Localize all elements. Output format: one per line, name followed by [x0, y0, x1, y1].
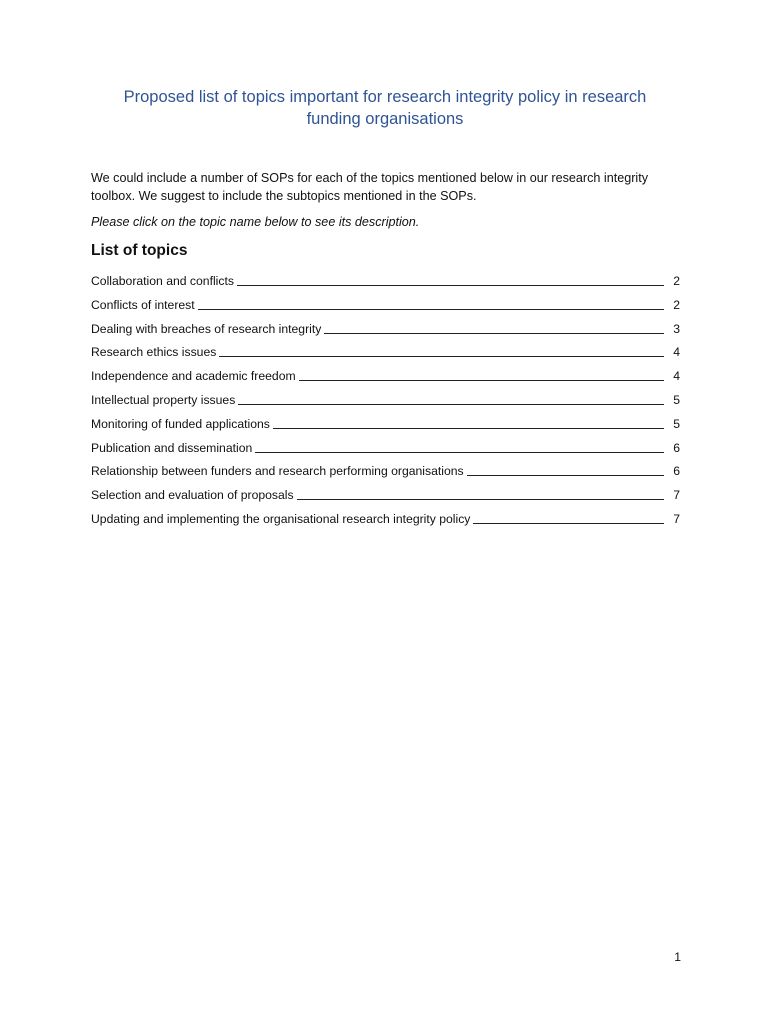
toc-item-intellectual-property-issues[interactable]: [91, 391, 680, 415]
toc-item-page[interactable]: 7: [673, 511, 680, 526]
toc-leader-line: [273, 416, 664, 429]
toc-item-page[interactable]: 6: [673, 464, 680, 479]
document-title: Proposed list of topics important for research integrity policy in research funding organisations: [123, 88, 647, 128]
toc-leader-line: [238, 392, 664, 405]
toc-item-title[interactable]: Publication and dissemination: [91, 440, 253, 455]
toc-item-title[interactable]: Intellectual property issues: [91, 392, 236, 407]
toc-item-page[interactable]: 3: [673, 321, 680, 336]
toc-item-title[interactable]: Dealing with breaches of research integrity: [91, 321, 322, 336]
page-number: 1: [674, 950, 681, 964]
toc-item-page[interactable]: 2: [673, 274, 680, 288]
toc-leader-line: [297, 487, 664, 500]
toc-item-title[interactable]: Updating and implementing the organisational research integrity policy: [91, 511, 471, 526]
toc-item-monitoring-of-funded-applications[interactable]: [91, 415, 680, 439]
toc-item-title[interactable]: Selection and evaluation of proposals: [91, 488, 294, 503]
toc-leader-line: [324, 321, 664, 334]
toc-item-collaboration-and-conflicts[interactable]: [91, 272, 680, 296]
instruction-text: Please click on the topic name below to see its description.: [91, 215, 420, 229]
intro-paragraph: We could include a number of SOPs for each of the topics mentioned below in our research integrity toolbox. We suggest to include the subtopics mentioned in the SOPs.: [91, 171, 648, 203]
toc-item-publication-and-dissemination[interactable]: [91, 439, 680, 463]
toc-item-title[interactable]: Independence and academic freedom: [91, 369, 296, 384]
toc-item-page[interactable]: 4: [673, 369, 680, 384]
toc-list: [91, 272, 680, 534]
toc-item-conflicts-of-interest[interactable]: [91, 296, 680, 320]
toc-item-research-ethics-issues[interactable]: [91, 343, 680, 367]
toc-item-title[interactable]: Collaboration and conflicts: [91, 274, 234, 288]
toc-leader-line: [467, 463, 664, 476]
toc-item-page[interactable]: 2: [673, 297, 680, 312]
toc-leader-line: [198, 297, 664, 310]
toc-item-title[interactable]: Relationship between funders and research performing organisations: [91, 464, 464, 479]
toc-item-page[interactable]: 5: [673, 392, 680, 407]
toc-leader-line: [219, 344, 664, 357]
toc-item-selection-and-evaluation[interactable]: [91, 486, 680, 510]
toc-leader-line: [473, 511, 664, 524]
toc-item-relationship-funders-rpos[interactable]: [91, 462, 680, 486]
toc-item-title[interactable]: Research ethics issues: [91, 345, 217, 360]
toc-leader-line: [299, 368, 664, 381]
toc-leader-line: [255, 440, 664, 453]
toc-leader-line: [237, 273, 664, 286]
toc-item-title[interactable]: Monitoring of funded applications: [91, 416, 270, 431]
toc-item-title[interactable]: Conflicts of interest: [91, 297, 195, 312]
toc-item-page[interactable]: 5: [673, 416, 680, 431]
toc-item-breaches-of-research-integrity[interactable]: [91, 320, 680, 344]
toc-item-updating-and-implementing-policy[interactable]: [91, 510, 680, 534]
toc-item-page[interactable]: 7: [673, 488, 680, 503]
toc-heading: List of topics: [91, 242, 188, 259]
toc-item-independence-and-academic-freedom[interactable]: [91, 367, 680, 391]
toc-item-page[interactable]: 6: [673, 440, 680, 455]
toc-item-page[interactable]: 4: [673, 345, 680, 360]
